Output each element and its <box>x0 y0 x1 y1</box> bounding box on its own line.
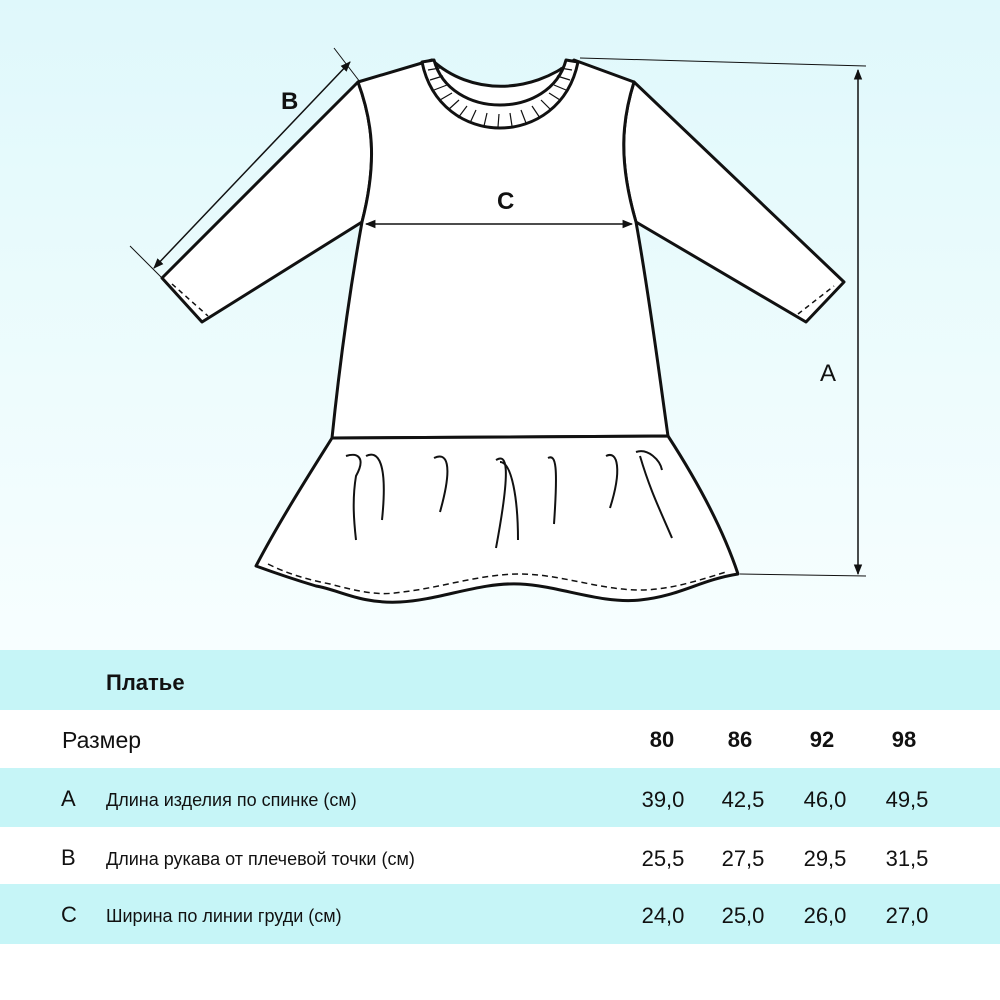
size-label: Размер <box>62 727 142 753</box>
dress-skirt <box>256 436 738 602</box>
table-title-row <box>0 650 1000 710</box>
row-value: 39,0 <box>641 787 685 812</box>
size-table <box>0 650 1000 1000</box>
row-value: 29,5 <box>803 846 847 871</box>
size-92: 92 <box>809 727 835 752</box>
table-row <box>0 768 1000 827</box>
row-value: 27,0 <box>885 903 929 928</box>
row-code: B <box>61 845 76 870</box>
row-code: A <box>61 786 76 811</box>
size-98: 98 <box>891 727 917 752</box>
row-value: 27,5 <box>721 846 765 871</box>
table-title: Платье <box>106 670 185 695</box>
dimension-c-label: C <box>497 188 515 215</box>
row-value: 24,0 <box>641 903 685 928</box>
row-value: 49,5 <box>885 787 929 812</box>
row-code: C <box>61 902 77 927</box>
size-80: 80 <box>649 727 675 752</box>
row-value: 26,0 <box>803 903 847 928</box>
dimension-b-label: B <box>281 88 299 115</box>
table-header-row <box>0 710 1000 768</box>
row-value: 46,0 <box>803 787 847 812</box>
table-row <box>0 827 1000 884</box>
row-value: 42,5 <box>721 787 765 812</box>
row-value: 25,5 <box>641 846 685 871</box>
size-86: 86 <box>727 727 753 752</box>
row-description: Ширина по линии груди (см) <box>106 906 342 926</box>
row-description: Длина изделия по спинке (см) <box>106 790 357 810</box>
table-row <box>0 884 1000 944</box>
row-description: Длина рукава от плечевой точки (см) <box>106 849 415 869</box>
row-value: 31,5 <box>885 846 929 871</box>
row-value: 25,0 <box>721 903 765 928</box>
dimension-a-label: A <box>820 360 837 387</box>
left-sleeve <box>162 82 372 322</box>
right-sleeve <box>624 82 844 322</box>
